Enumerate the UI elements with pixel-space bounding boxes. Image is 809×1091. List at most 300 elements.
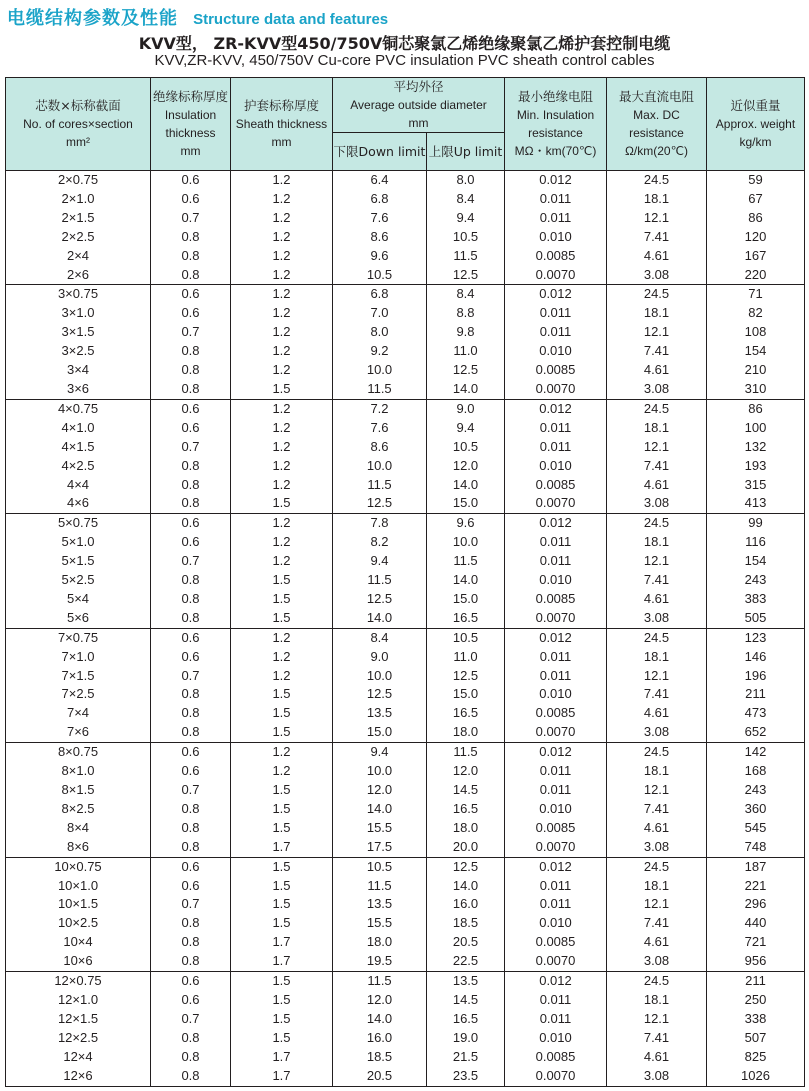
- cores-cell: 12×4: [6, 1048, 151, 1067]
- dc-resistance-cell: 4.61: [607, 704, 707, 723]
- col-header-insulation-resistance-en2: resistance: [528, 126, 583, 140]
- diameter-down-cell: 12.0: [333, 991, 427, 1010]
- diameter-down-cell: 11.5: [333, 571, 427, 590]
- insulation-resistance-cell: 0.0085: [505, 933, 607, 952]
- insulation-resistance-cell: 0.012: [505, 399, 607, 418]
- diameter-down-cell: 9.0: [333, 648, 427, 667]
- insulation-resistance-cell: 0.0085: [505, 476, 607, 495]
- diameter-up-cell: 14.5: [427, 781, 505, 800]
- diameter-down-cell: 14.0: [333, 609, 427, 628]
- sheath-cell: 1.2: [231, 628, 333, 647]
- diameter-up-cell: 8.4: [427, 190, 505, 209]
- sheath-cell: 1.5: [231, 781, 333, 800]
- dc-resistance-cell: 3.08: [607, 380, 707, 399]
- sheath-cell: 1.2: [231, 209, 333, 228]
- cores-cell: 3×0.75: [6, 285, 151, 304]
- insulation-resistance-cell: 0.011: [505, 304, 607, 323]
- sheath-cell: 1.2: [231, 419, 333, 438]
- diameter-up-cell: 13.5: [427, 972, 505, 991]
- dc-resistance-cell: 24.5: [607, 399, 707, 418]
- weight-cell: 154: [707, 552, 805, 571]
- dc-resistance-cell: 12.1: [607, 781, 707, 800]
- dc-resistance-cell: 24.5: [607, 171, 707, 190]
- sheath-cell: 1.2: [231, 361, 333, 380]
- dc-resistance-cell: 3.08: [607, 494, 707, 513]
- insulation-resistance-cell: 0.011: [505, 762, 607, 781]
- col-header-sheath-en: Sheath thickness: [235, 117, 328, 131]
- table-row: [6, 533, 805, 552]
- dc-resistance-cell: 24.5: [607, 972, 707, 991]
- weight-cell: 196: [707, 667, 805, 686]
- diameter-down-cell: 16.0: [333, 1029, 427, 1048]
- weight-cell: 652: [707, 723, 805, 742]
- weight-cell: 296: [707, 895, 805, 914]
- cores-cell: 10×0.75: [6, 857, 151, 876]
- diameter-down-cell: 12.5: [333, 685, 427, 704]
- table-header: [6, 78, 805, 171]
- cores-cell: 10×1.0: [6, 877, 151, 896]
- insulation-resistance-cell: 0.0085: [505, 1048, 607, 1067]
- table-row: [6, 494, 805, 513]
- table-row: [6, 895, 805, 914]
- cores-cell: 10×4: [6, 933, 151, 952]
- dc-resistance-cell: 12.1: [607, 438, 707, 457]
- insulation-cell: 0.8: [151, 361, 231, 380]
- diameter-up-cell: 23.5: [427, 1067, 505, 1086]
- diameter-up-cell: 11.0: [427, 342, 505, 361]
- sheath-cell: 1.2: [231, 743, 333, 762]
- col-header-sheath-cn: 护套标称厚度: [243, 98, 319, 113]
- insulation-resistance-cell: 0.011: [505, 190, 607, 209]
- weight-cell: 193: [707, 457, 805, 476]
- col-header-diameter-unit: mm: [408, 116, 429, 130]
- insulation-cell: 0.8: [151, 380, 231, 399]
- table-row: [6, 266, 805, 285]
- cores-cell: 5×4: [6, 590, 151, 609]
- insulation-cell: 0.6: [151, 171, 231, 190]
- table-row: [6, 457, 805, 476]
- diameter-down-cell: 11.5: [333, 877, 427, 896]
- diameter-up-cell: 12.5: [427, 361, 505, 380]
- sheath-cell: 1.5: [231, 723, 333, 742]
- diameter-up-cell: 15.0: [427, 590, 505, 609]
- col-header-insulation-cn: 绝缘标称厚度: [152, 89, 228, 104]
- diameter-down-cell: 10.5: [333, 857, 427, 876]
- diameter-down-cell: 12.5: [333, 494, 427, 513]
- insulation-cell: 0.7: [151, 323, 231, 342]
- diameter-up-cell: 16.5: [427, 800, 505, 819]
- insulation-cell: 0.6: [151, 533, 231, 552]
- table-row: [6, 1067, 805, 1086]
- col-header-insulation-unit: mm: [180, 144, 201, 158]
- insulation-resistance-cell: 0.011: [505, 991, 607, 1010]
- insulation-resistance-cell: 0.011: [505, 781, 607, 800]
- col-header-weight-unit: kg/km: [739, 135, 772, 149]
- weight-cell: 59: [707, 171, 805, 190]
- insulation-cell: 0.6: [151, 628, 231, 647]
- table-row: [6, 685, 805, 704]
- weight-cell: 146: [707, 648, 805, 667]
- diameter-down-cell: 10.0: [333, 667, 427, 686]
- insulation-cell: 0.6: [151, 972, 231, 991]
- dc-resistance-cell: 18.1: [607, 419, 707, 438]
- table-row: [6, 952, 805, 971]
- dc-resistance-cell: 4.61: [607, 933, 707, 952]
- diameter-down-cell: 8.6: [333, 438, 427, 457]
- insulation-resistance-cell: 0.0070: [505, 838, 607, 857]
- weight-cell: 211: [707, 685, 805, 704]
- table-row: [6, 514, 805, 533]
- cores-cell: 10×1.5: [6, 895, 151, 914]
- diameter-up-cell: 22.5: [427, 952, 505, 971]
- diameter-up-cell: 15.0: [427, 685, 505, 704]
- table-row: [6, 228, 805, 247]
- sheath-cell: 1.2: [231, 399, 333, 418]
- table-row: [6, 399, 805, 418]
- col-header-cores-unit: mm²: [66, 135, 90, 149]
- diameter-down-cell: 9.4: [333, 552, 427, 571]
- diameter-up-cell: 16.5: [427, 704, 505, 723]
- sheath-cell: 1.5: [231, 1029, 333, 1048]
- diameter-down-cell: 12.5: [333, 590, 427, 609]
- weight-cell: 71: [707, 285, 805, 304]
- diameter-up-cell: 14.5: [427, 991, 505, 1010]
- col-header-insulation-resistance-unit: MΩ・km(70℃): [514, 144, 597, 158]
- insulation-resistance-cell: 0.012: [505, 857, 607, 876]
- insulation-resistance-cell: 0.010: [505, 914, 607, 933]
- diameter-up-cell: 10.5: [427, 228, 505, 247]
- insulation-cell: 0.8: [151, 457, 231, 476]
- insulation-resistance-cell: 0.012: [505, 972, 607, 991]
- sheath-cell: 1.5: [231, 1010, 333, 1029]
- weight-cell: 315: [707, 476, 805, 495]
- dc-resistance-cell: 7.41: [607, 914, 707, 933]
- col-header-weight: [707, 78, 805, 171]
- dc-resistance-cell: 12.1: [607, 895, 707, 914]
- cores-cell: 7×6: [6, 723, 151, 742]
- insulation-resistance-cell: 0.0085: [505, 361, 607, 380]
- diameter-up-cell: 14.0: [427, 380, 505, 399]
- sheath-cell: 1.7: [231, 933, 333, 952]
- dc-resistance-cell: 4.61: [607, 361, 707, 380]
- diameter-up-cell: 9.0: [427, 399, 505, 418]
- table-row: [6, 781, 805, 800]
- insulation-resistance-cell: 0.010: [505, 342, 607, 361]
- diameter-up-cell: 9.8: [427, 323, 505, 342]
- dc-resistance-cell: 4.61: [607, 590, 707, 609]
- insulation-resistance-cell: 0.0085: [505, 819, 607, 838]
- spec-table: [5, 77, 805, 1087]
- sheath-cell: 1.2: [231, 514, 333, 533]
- diameter-down-cell: 9.6: [333, 247, 427, 266]
- dc-resistance-cell: 4.61: [607, 247, 707, 266]
- insulation-resistance-cell: 0.011: [505, 877, 607, 896]
- dc-resistance-cell: 12.1: [607, 209, 707, 228]
- weight-cell: 99: [707, 514, 805, 533]
- insulation-resistance-cell: 0.010: [505, 800, 607, 819]
- insulation-cell: 0.8: [151, 952, 231, 971]
- insulation-cell: 0.8: [151, 609, 231, 628]
- cores-cell: 7×1.0: [6, 648, 151, 667]
- insulation-resistance-cell: 0.011: [505, 552, 607, 571]
- cores-cell: 3×2.5: [6, 342, 151, 361]
- diameter-down-cell: 18.5: [333, 1048, 427, 1067]
- table-title-cn: KVV型， ZR-KVV型450/750V铜芯聚氯乙烯绝缘聚氯乙烯护套控制电缆: [138, 34, 671, 53]
- diameter-up-cell: 11.5: [427, 247, 505, 266]
- cores-cell: 4×2.5: [6, 457, 151, 476]
- insulation-resistance-cell: 0.0070: [505, 380, 607, 399]
- col-header-cores: [6, 78, 151, 171]
- sheath-cell: 1.2: [231, 323, 333, 342]
- cores-cell: 4×6: [6, 494, 151, 513]
- insulation-cell: 0.8: [151, 819, 231, 838]
- diameter-down-cell: 13.5: [333, 704, 427, 723]
- col-header-down-limit-label: 下限Down limit: [333, 143, 426, 159]
- table-row: [6, 628, 805, 647]
- insulation-cell: 0.8: [151, 1067, 231, 1086]
- dc-resistance-cell: 3.08: [607, 609, 707, 628]
- insulation-cell: 0.8: [151, 247, 231, 266]
- sheath-cell: 1.7: [231, 1048, 333, 1067]
- insulation-cell: 0.8: [151, 228, 231, 247]
- col-header-weight-en: Approx. weight: [715, 117, 796, 131]
- weight-cell: 132: [707, 438, 805, 457]
- insulation-cell: 0.8: [151, 494, 231, 513]
- insulation-resistance-cell: 0.011: [505, 667, 607, 686]
- cores-cell: 3×1.5: [6, 323, 151, 342]
- dc-resistance-cell: 4.61: [607, 1048, 707, 1067]
- table-row: [6, 247, 805, 266]
- col-header-insulation-resistance-en1: Min. Insulation: [516, 108, 595, 122]
- sheath-cell: 1.5: [231, 494, 333, 513]
- dc-resistance-cell: 12.1: [607, 1010, 707, 1029]
- col-header-cores-cn: 芯数×标称截面: [35, 98, 121, 113]
- col-header-diameter-en: Average outside diameter: [350, 98, 487, 112]
- weight-cell: 167: [707, 247, 805, 266]
- col-header-insulation-resistance: [505, 78, 607, 171]
- insulation-cell: 0.8: [151, 266, 231, 285]
- diameter-up-cell: 16.5: [427, 609, 505, 628]
- insulation-cell: 0.8: [151, 571, 231, 590]
- table-row: [6, 438, 805, 457]
- insulation-cell: 0.8: [151, 838, 231, 857]
- sheath-cell: 1.2: [231, 190, 333, 209]
- table-row: [6, 323, 805, 342]
- insulation-cell: 0.8: [151, 800, 231, 819]
- table-row: [6, 648, 805, 667]
- insulation-cell: 0.8: [151, 476, 231, 495]
- sheath-cell: 1.7: [231, 838, 333, 857]
- insulation-cell: 0.7: [151, 209, 231, 228]
- insulation-resistance-cell: 0.0070: [505, 952, 607, 971]
- insulation-resistance-cell: 0.0070: [505, 266, 607, 285]
- dc-resistance-cell: 18.1: [607, 190, 707, 209]
- section-header-cn: 电缆结构参数及性能: [7, 8, 178, 29]
- weight-cell: 187: [707, 857, 805, 876]
- sheath-cell: 1.2: [231, 304, 333, 323]
- cores-cell: 12×2.5: [6, 1029, 151, 1048]
- insulation-resistance-cell: 0.0070: [505, 1067, 607, 1086]
- sheath-cell: 1.2: [231, 285, 333, 304]
- diameter-down-cell: 11.5: [333, 972, 427, 991]
- diameter-up-cell: 11.5: [427, 552, 505, 571]
- weight-cell: 440: [707, 914, 805, 933]
- insulation-resistance-cell: 0.012: [505, 514, 607, 533]
- table-row: [6, 877, 805, 896]
- sheath-cell: 1.2: [231, 476, 333, 495]
- diameter-down-cell: 14.0: [333, 800, 427, 819]
- weight-cell: 1026: [707, 1067, 805, 1086]
- sheath-cell: 1.2: [231, 457, 333, 476]
- diameter-up-cell: 9.4: [427, 419, 505, 438]
- insulation-cell: 0.8: [151, 685, 231, 704]
- diameter-down-cell: 7.0: [333, 304, 427, 323]
- cores-cell: 2×0.75: [6, 171, 151, 190]
- insulation-cell: 0.7: [151, 781, 231, 800]
- col-header-dc-resistance-unit: Ω/km(20℃): [624, 144, 689, 158]
- cores-cell: 2×2.5: [6, 228, 151, 247]
- table-row: [6, 800, 805, 819]
- diameter-up-cell: 10.0: [427, 533, 505, 552]
- sheath-cell: 1.2: [231, 342, 333, 361]
- dc-resistance-cell: 3.08: [607, 1067, 707, 1086]
- insulation-resistance-cell: 0.011: [505, 648, 607, 667]
- diameter-down-cell: 15.0: [333, 723, 427, 742]
- diameter-up-cell: 12.5: [427, 667, 505, 686]
- diameter-down-cell: 10.0: [333, 361, 427, 380]
- weight-cell: 100: [707, 419, 805, 438]
- weight-cell: 473: [707, 704, 805, 723]
- weight-cell: 748: [707, 838, 805, 857]
- diameter-up-cell: 8.4: [427, 285, 505, 304]
- sheath-cell: 1.5: [231, 895, 333, 914]
- col-header-up-limit: [427, 133, 505, 171]
- sheath-cell: 1.5: [231, 380, 333, 399]
- weight-cell: 721: [707, 933, 805, 952]
- weight-cell: 310: [707, 380, 805, 399]
- dc-resistance-cell: 3.08: [607, 952, 707, 971]
- cores-cell: 3×6: [6, 380, 151, 399]
- insulation-resistance-cell: 0.010: [505, 685, 607, 704]
- table-row: [6, 552, 805, 571]
- table-row: [6, 342, 805, 361]
- weight-cell: 507: [707, 1029, 805, 1048]
- sheath-cell: 1.2: [231, 438, 333, 457]
- diameter-up-cell: 12.5: [427, 857, 505, 876]
- dc-resistance-cell: 7.41: [607, 685, 707, 704]
- col-header-insulation-en2: thickness: [165, 126, 216, 140]
- weight-cell: 123: [707, 628, 805, 647]
- diameter-down-cell: 15.5: [333, 914, 427, 933]
- sheath-cell: 1.5: [231, 800, 333, 819]
- weight-cell: 545: [707, 819, 805, 838]
- insulation-resistance-cell: 0.012: [505, 743, 607, 762]
- weight-cell: 413: [707, 494, 805, 513]
- cores-cell: 5×0.75: [6, 514, 151, 533]
- table-row: [6, 304, 805, 323]
- cores-cell: 7×4: [6, 704, 151, 723]
- table-row: [6, 914, 805, 933]
- cores-cell: 8×4: [6, 819, 151, 838]
- cores-cell: 2×1.5: [6, 209, 151, 228]
- table-row: [6, 380, 805, 399]
- sheath-cell: 1.2: [231, 228, 333, 247]
- dc-resistance-cell: 12.1: [607, 552, 707, 571]
- diameter-up-cell: 18.0: [427, 819, 505, 838]
- dc-resistance-cell: 18.1: [607, 762, 707, 781]
- table-row: [6, 704, 805, 723]
- weight-cell: 67: [707, 190, 805, 209]
- table-row: [6, 1029, 805, 1048]
- weight-cell: 142: [707, 743, 805, 762]
- insulation-cell: 0.6: [151, 514, 231, 533]
- table-row: [6, 933, 805, 952]
- col-header-up-limit-label: 上限Up limit: [428, 143, 503, 159]
- insulation-resistance-cell: 0.010: [505, 571, 607, 590]
- insulation-cell: 0.6: [151, 648, 231, 667]
- cores-cell: 12×1.5: [6, 1010, 151, 1029]
- insulation-resistance-cell: 0.0070: [505, 494, 607, 513]
- insulation-cell: 0.7: [151, 1010, 231, 1029]
- sheath-cell: 1.5: [231, 819, 333, 838]
- diameter-down-cell: 6.8: [333, 285, 427, 304]
- table-row: [6, 419, 805, 438]
- table-row: [6, 609, 805, 628]
- diameter-up-cell: 8.8: [427, 304, 505, 323]
- diameter-down-cell: 11.5: [333, 476, 427, 495]
- diameter-up-cell: 20.0: [427, 838, 505, 857]
- insulation-resistance-cell: 0.012: [505, 171, 607, 190]
- insulation-cell: 0.6: [151, 190, 231, 209]
- table-row: [6, 723, 805, 742]
- sheath-cell: 1.5: [231, 991, 333, 1010]
- diameter-down-cell: 17.5: [333, 838, 427, 857]
- sheath-cell: 1.5: [231, 590, 333, 609]
- sheath-cell: 1.2: [231, 667, 333, 686]
- diameter-up-cell: 19.0: [427, 1029, 505, 1048]
- table-row: [6, 838, 805, 857]
- col-header-dc-resistance-cn: 最大直流电阻: [618, 89, 694, 104]
- cores-cell: 3×4: [6, 361, 151, 380]
- sheath-cell: 1.2: [231, 648, 333, 667]
- cores-cell: 5×1.5: [6, 552, 151, 571]
- insulation-cell: 0.8: [151, 590, 231, 609]
- diameter-down-cell: 8.0: [333, 323, 427, 342]
- col-header-sheath: [231, 78, 333, 171]
- weight-cell: 82: [707, 304, 805, 323]
- dc-resistance-cell: 18.1: [607, 533, 707, 552]
- insulation-resistance-cell: 0.011: [505, 1010, 607, 1029]
- diameter-down-cell: 10.5: [333, 266, 427, 285]
- cores-cell: 10×2.5: [6, 914, 151, 933]
- diameter-up-cell: 16.5: [427, 1010, 505, 1029]
- dc-resistance-cell: 24.5: [607, 743, 707, 762]
- diameter-up-cell: 14.0: [427, 571, 505, 590]
- insulation-cell: 0.6: [151, 877, 231, 896]
- sheath-cell: 1.2: [231, 533, 333, 552]
- dc-resistance-cell: 24.5: [607, 857, 707, 876]
- insulation-cell: 0.7: [151, 552, 231, 571]
- insulation-cell: 0.6: [151, 304, 231, 323]
- insulation-cell: 0.8: [151, 1029, 231, 1048]
- diameter-down-cell: 18.0: [333, 933, 427, 952]
- table-row: [6, 667, 805, 686]
- table-row: [6, 1010, 805, 1029]
- weight-cell: 505: [707, 609, 805, 628]
- diameter-down-cell: 10.0: [333, 762, 427, 781]
- insulation-cell: 0.8: [151, 342, 231, 361]
- sheath-cell: 1.5: [231, 571, 333, 590]
